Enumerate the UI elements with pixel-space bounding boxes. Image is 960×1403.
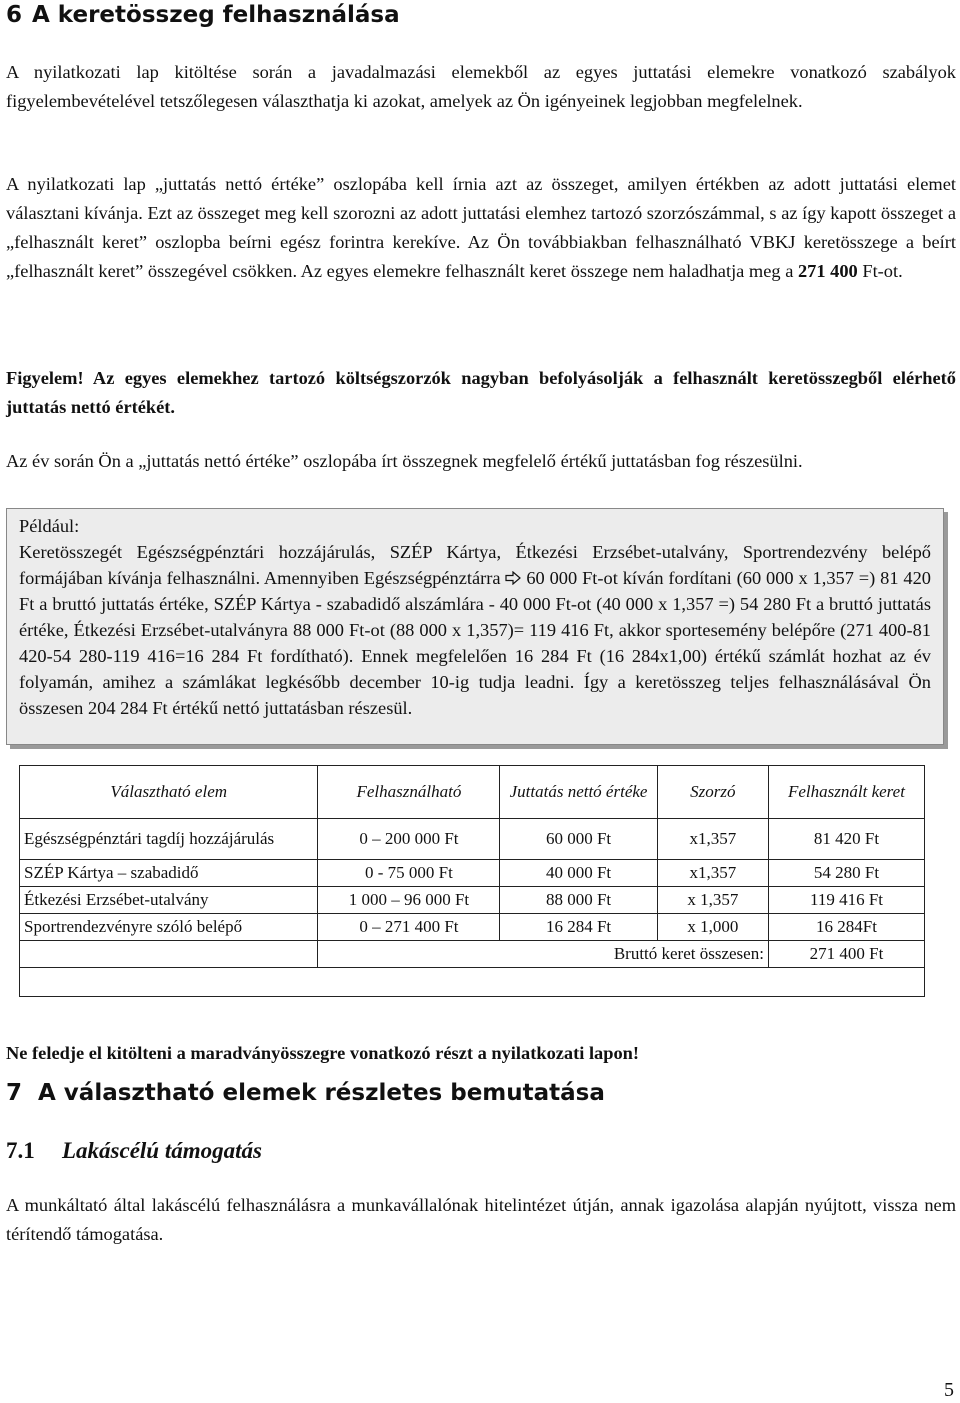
table-cell: x1,357: [657, 860, 768, 887]
table-cell: x 1,000: [657, 914, 768, 941]
table-cell: 0 – 271 400 Ft: [318, 914, 500, 941]
instruction-paragraph: [6, 170, 956, 286]
section-6-heading: [6, 0, 400, 30]
reminder-paragraph: Ne feledje el kitölteni a maradványösszegre vonatkozó részt a nyilatkozati lapon!: [6, 1043, 640, 1063]
table-cell: SZÉP Kártya – szabadidő: [20, 860, 318, 887]
section-title: Lakáscélú támogatás: [62, 1138, 262, 1163]
table-cell: 88 000 Ft: [500, 887, 657, 914]
table-row: [20, 819, 925, 860]
table-cell: 16 284Ft: [768, 914, 924, 941]
limit-amount: 271 400: [797, 261, 858, 281]
table-empty-row: [20, 968, 925, 997]
table-cell: 40 000 Ft: [500, 860, 657, 887]
housing-paragraph: A munkáltató által lakáscélú felhasználásra a munkavállalónak hitelintézet útján, annak igazolása alapján nyújtott, vissza nem térítendő támogatása.: [6, 1195, 956, 1244]
table-cell: Sportrendezvényre szóló belépő: [20, 914, 318, 941]
table-cell: 0 - 75 000 Ft: [318, 860, 500, 887]
example-label: Például:: [19, 516, 80, 536]
table-cell: x1,357: [657, 819, 768, 860]
total-label: Bruttó keret összesen:: [318, 941, 769, 968]
example-text-before: Keretösszegét Egészségpénztári hozzájárulás, SZÉP Kártya, Étkezési Erzsébet-utalvány, Sportrendezvény belépő formájában kívánja felhasználni. Amennyiben Egészségpénztárra: [19, 542, 931, 588]
total-value: 271 400 Ft: [768, 941, 924, 968]
section-7-1-heading: [6, 1136, 262, 1166]
warning-paragraph: Figyelem! Az egyes elemekhez tartozó költségszorzók nagyban befolyásolják a felhasznált keretösszegből elérhető juttatás nettó értékét.: [6, 368, 956, 417]
table-row: [20, 887, 925, 914]
table-cell: 81 420 Ft: [768, 819, 924, 860]
section-title: A keretösszeg felhasználása: [32, 2, 400, 28]
example-text-after: 60 000 Ft-ot kíván fordítani (60 000 x 1,357 =) 81 420 Ft a bruttó juttatás értéke, SZÉP Kártya - szabadidő alszámlára - 40 000 Ft-ot (40 000 x 1,357 =) 54 280 Ft a bruttó juttatás értéke, Étkezési Erzsébet-utalványra 88 000 Ft-ot (88 000 x 1,357)= 119 416 Ft, akkor sportesemény belépőre (271 400-81 420-54 280-119 416=16 284 Ft fordítható). Ennek megfelelően 16 284 Ft (16 284x1,00) értékű számlát hozhat az év folyamán, amihez a számlákat legkésőbb december 10-ig tudja leadni. Így a keretösszeg teljes felhasználásával Ön összesen 204 284 Ft értékű nettó juttatásban részesül.: [19, 568, 931, 718]
table-row: [20, 860, 925, 887]
table-cell: Étkezési Erzsébet-utalvány: [20, 887, 318, 914]
table-total-row: [20, 941, 925, 968]
example-box: [6, 508, 944, 745]
section-title: A választható elemek részletes bemutatása: [38, 1080, 605, 1106]
table-header-row: [20, 766, 925, 819]
table-row: [20, 914, 925, 941]
table-cell: 16 284 Ft: [500, 914, 657, 941]
section-number: 7.1: [6, 1138, 35, 1163]
intro-paragraph: A nyilatkozati lap kitöltése során a javadalmazási elemekből az egyes juttatási elemekre vonatkozó szabályok figyelembevételével tetszőlegesen választhatja ki azokat, amelyek az Ön igényeinek legjobban megfelelnek.: [6, 62, 956, 111]
table-header-cell: Juttatás nettó értéke: [500, 766, 657, 819]
table-header-cell: Felhasznált keret: [768, 766, 924, 819]
table-header-cell: Választható elem: [20, 766, 318, 819]
benefit-table: [19, 765, 925, 997]
table-header-cell: Felhasználható: [318, 766, 500, 819]
table-cell: Egészségpénztári tagdíj hozzájárulás: [20, 819, 318, 860]
instruction-end: Ft-ot.: [857, 261, 903, 281]
benefit-paragraph: Az év során Ön a „juttatás nettó értéke” oszlopába írt összegnek megfelelő értékű juttatásban fog részesülni.: [6, 451, 803, 471]
page-number: 5: [944, 1379, 954, 1401]
table-cell-empty: [20, 968, 925, 997]
table-cell: x 1,357: [657, 887, 768, 914]
arrow-right-icon: [505, 571, 521, 585]
example-text: [19, 539, 931, 721]
section-number: 6: [6, 2, 23, 28]
table-cell-empty: [20, 941, 318, 968]
table-cell: 60 000 Ft: [500, 819, 657, 860]
table-cell: 119 416 Ft: [768, 887, 924, 914]
table-cell: 54 280 Ft: [768, 860, 924, 887]
instruction-text: A nyilatkozati lap „juttatás nettó értéke” oszlopába kell írnia azt az összeget, amilyen értékben az adott juttatási elemet választani kívánja. Ezt az összeget meg kell szorozni az adott juttatási elemhez tartozó szorzószámmal, s az így kapott összeget a „felhasznált keret” oszlopba beírni egész forintra kerekíve. Az Ön továbbiakban felhasználható VBKJ keretösszege a beírt „felhasznált keret” összegével csökken. Az egyes elemekre felhasznált keret összege nem haladhatja meg a: [6, 174, 956, 281]
table-cell: 1 000 – 96 000 Ft: [318, 887, 500, 914]
table-header-cell: Szorzó: [657, 766, 768, 819]
section-number: 7: [6, 1080, 23, 1106]
table-cell: 0 – 200 000 Ft: [318, 819, 500, 860]
section-7-heading: [6, 1078, 605, 1108]
